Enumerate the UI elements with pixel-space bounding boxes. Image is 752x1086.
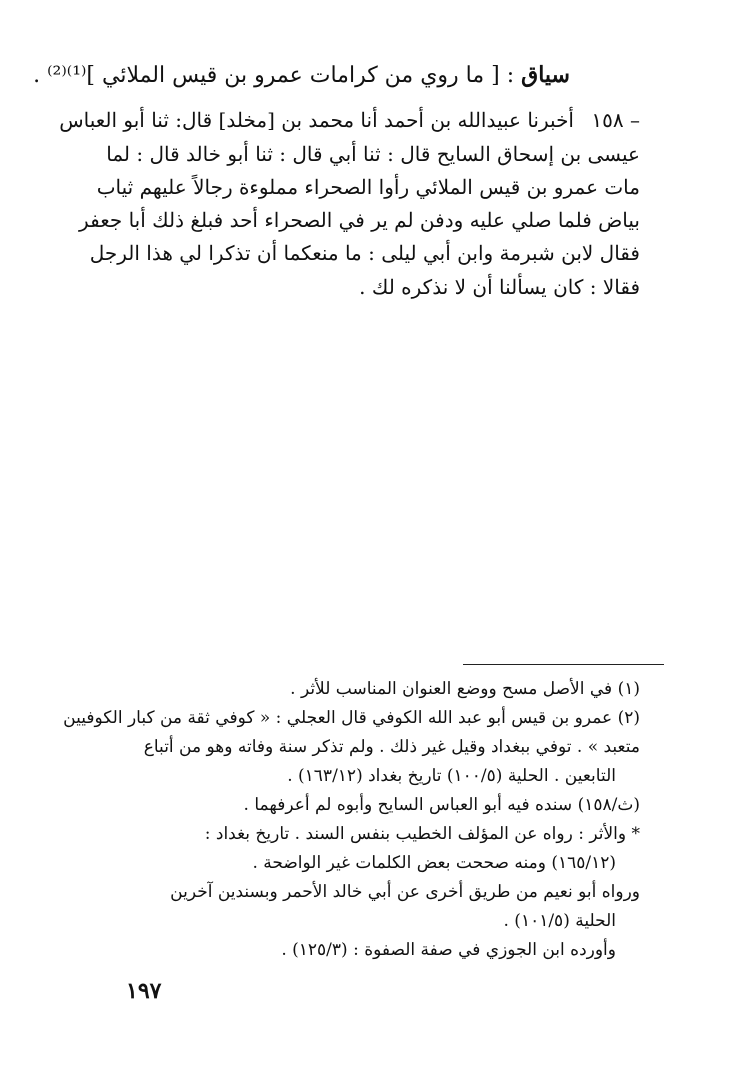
body-line-1: أخبرنا عبيدالله بن أحمد أنا محمد بن [مخلد] قال: ثنا أبو العباس [59, 108, 574, 132]
body-line-3: مات عمرو بن قيس الملائي رأوا الصحراء مملوءة رجالاً عليهم ثياب [96, 175, 640, 199]
footnote-athar-cont: (١٦٥/١٢) ومنه صححت بعض الكلمات غير الواضحة . [252, 853, 616, 873]
section-heading [33, 62, 570, 88]
body-line-4: بياض فلما صلي عليه ودفن لم ير في الصحراء أحد فبلغ ذلك أبا جعفر [79, 208, 640, 232]
footnote-2-cont: متعبد » . توفي ببغداد وقيل غير ذلك . ولم تذكر سنة وفاته وهو من أتباع [143, 737, 640, 757]
heading-text: : [ ما روي من كرامات عمرو بن قيس الملائي ]⁽¹⁾⁽²⁾ . [33, 63, 515, 88]
footnote-2: (٢) عمرو بن قيس أبو عبد الله الكوفي قال العجلي : « كوفي ثقة من كبار الكوفيين [63, 708, 640, 728]
footnote-1: (١) في الأصل مسح ووضع العنوان المناسب للأثر . [290, 679, 640, 699]
footnote-athar: * والأثر : رواه عن المؤلف الخطيب بنفس السند . تاريخ بغداد : [204, 824, 640, 844]
footnote-athar-chain: (ث/١٥٨) سنده فيه أبو العباس السايح وأبوه لم أعرفهما . [243, 795, 640, 815]
entry-number: ١٥٨ – [591, 108, 640, 132]
footnote-abu-nuaym-cont: الحلية (١٠١/٥) . [503, 911, 616, 931]
footnote-ibn-jawzi: وأورده ابن الجوزي في صفة الصفوة : (١٢٥/٣) . [281, 940, 616, 960]
body-line-6: فقالا : كان يسألنا أن لا نذكره لك . [359, 275, 640, 299]
footnote-2-cont2: التابعين . الحلية (١٠٠/٥) تاريخ بغداد (١٦٣/١٢) . [287, 766, 616, 786]
heading-label: سياق [521, 62, 570, 88]
footnote-divider [463, 664, 664, 665]
footnote-abu-nuaym: ورواه أبو نعيم من طريق أخرى عن أبي خالد الأحمر وبسندين آخرين [170, 882, 640, 902]
body-line-5: فقال لابن شبرمة وابن أبي ليلى : ما منعكما أن تذكرا لي هذا الرجل [89, 241, 640, 265]
page-number: ١٩٧ [126, 978, 162, 1004]
body-line-2: عيسى بن إسحاق السايح قال : ثنا أبي قال : ثنا أبو خالد قال : لما [106, 142, 640, 166]
